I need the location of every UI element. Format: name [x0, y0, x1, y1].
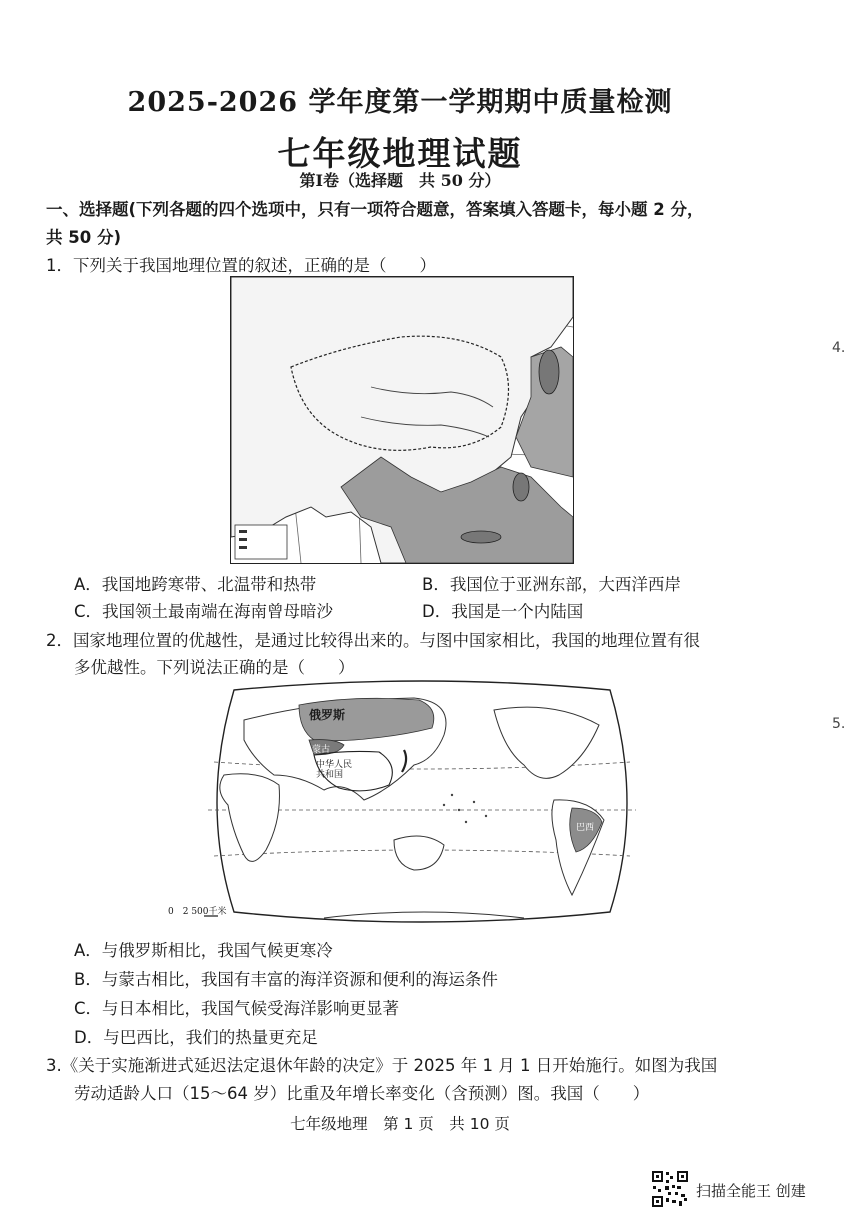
question-3-stem-line1: 3.《关于实施渐进式延迟法定退休年龄的决定》于 2025 年 1 月 1 日开始施行。如图为我国	[46, 1056, 718, 1075]
exam-title: 2025-2026 学年度第一学期期中质量检测	[127, 87, 673, 118]
question-2-option-d[interactable]: D．与巴西比，我们的热量更充足	[74, 1028, 318, 1047]
question-1-option-a[interactable]: A．我国地跨寒带、北温带和热带	[74, 575, 317, 594]
map-label-china: 中华人民共和国	[316, 760, 353, 780]
side-question-number-4: 4.	[832, 340, 846, 356]
qr-code-icon	[651, 1170, 689, 1208]
map-label-mongolia: 蒙古	[312, 745, 331, 755]
world-map-drawing	[204, 680, 640, 930]
scanner-watermark: 扫描全能王 创建	[696, 1182, 806, 1200]
question-2-option-c[interactable]: C．与日本相比，我国气候受海洋影响更显著	[74, 999, 400, 1018]
map-scale-label: 0 2 500千米	[168, 907, 227, 917]
question-2-stem-line1: 2．国家地理位置的优越性，是通过比较得出来的。与图中国家相比，我国的地理位置有很	[46, 631, 700, 650]
world-map	[168, 680, 640, 930]
question-1-option-c[interactable]: C．我国领土最南端在海南曾母暗沙	[74, 602, 334, 621]
instructions-line2: 共 50 分)	[46, 228, 121, 247]
question-2-option-a[interactable]: A．与俄罗斯相比，我国气候更寒冷	[74, 941, 333, 960]
asia-map-drawing	[231, 277, 573, 563]
question-3-stem-line2: 劳动适龄人口（15～64 岁）比重及年增长率变化（含预测）图。我国（ ）	[74, 1084, 650, 1103]
instructions-line1: 一、选择题(下列各题的四个选项中，只有一项符合题意，答案填入答题卡，每小题 2 分，	[46, 200, 704, 219]
question-1-option-d[interactable]: D．我国是一个内陆国	[422, 602, 584, 621]
question-2-stem-line2: 多优越性。下列说法正确的是（ ）	[74, 658, 355, 677]
exam-subtitle: 七年级地理试题	[277, 134, 523, 173]
asia-map	[230, 276, 574, 564]
question-2-option-b[interactable]: B．与蒙古相比，我国有丰富的海洋资源和便利的海运条件	[74, 970, 498, 989]
map-label-russia: 俄罗斯	[309, 708, 346, 722]
section-label: 第Ⅰ卷（选择题 共 50 分）	[299, 171, 501, 190]
question-1-stem: 1．下列关于我国地理位置的叙述，正确的是（ ）	[46, 256, 436, 275]
page-footer: 七年级地理 第 1 页 共 10 页	[290, 1115, 510, 1133]
map-label-brazil: 巴西	[576, 823, 595, 833]
question-1-option-b[interactable]: B．我国位于亚洲东部，大西洋西岸	[422, 575, 681, 594]
side-question-number-5: 5.	[832, 716, 846, 732]
